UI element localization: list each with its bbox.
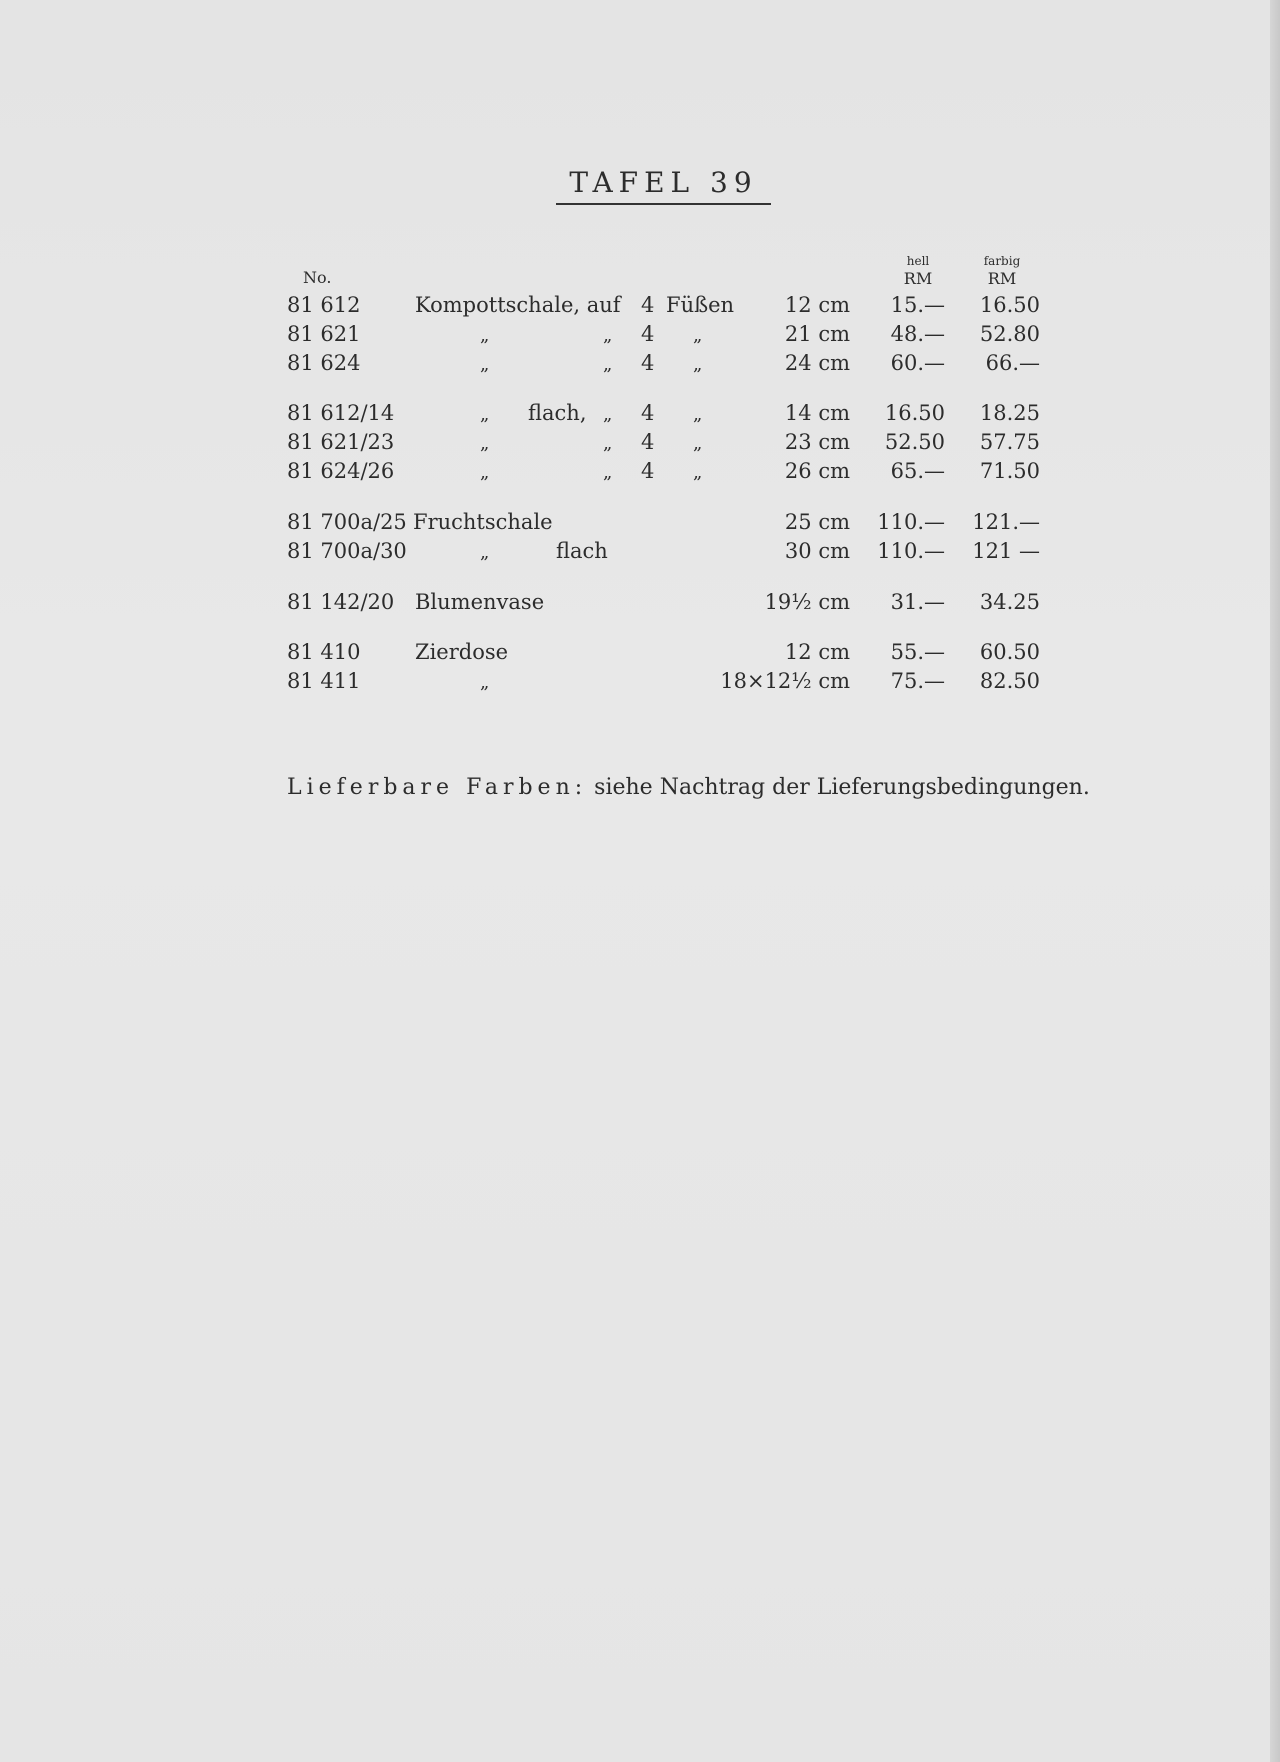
row-quantity: 4	[641, 322, 655, 346]
row-ditto-mark: „	[693, 433, 703, 454]
column-header-no: No.	[303, 268, 332, 287]
row-ditto-mark: „	[480, 325, 490, 346]
header-hell-currency: RM	[903, 269, 933, 288]
row-price-farbig: 60.50	[979, 640, 1040, 664]
row-price-farbig: 121.—	[972, 510, 1040, 534]
row-quantity: 4	[641, 459, 655, 483]
row-price-farbig: 34.25	[979, 590, 1040, 614]
row-ditto-mark: „	[693, 354, 703, 375]
row-ditto-mark: „	[693, 404, 703, 425]
row-number: 81 700a/30	[287, 539, 407, 563]
row-ditto-mark: „	[480, 433, 490, 454]
row-price-farbig: 16.50	[979, 293, 1040, 317]
row-price-hell: 75.—	[890, 669, 945, 693]
row-ditto-mark: „	[603, 462, 613, 483]
footer-note	[287, 775, 1090, 800]
row-size: 26 cm	[784, 459, 850, 483]
row-ditto-mark: „	[693, 325, 703, 346]
row-number: 81 621/23	[287, 430, 395, 454]
row-price-hell: 60.—	[890, 351, 945, 375]
row-number: 81 410	[287, 640, 361, 664]
column-header-farbig	[972, 252, 1032, 288]
row-price-hell: 31.—	[890, 590, 945, 614]
row-size: 18×12½ cm	[720, 669, 850, 693]
page-title: TAFEL 39	[556, 166, 771, 205]
row-price-hell: 55.—	[890, 640, 945, 664]
row-price-hell: 110.—	[877, 510, 945, 534]
header-farbig-currency: RM	[987, 269, 1017, 288]
row-ditto-mark: „	[603, 404, 613, 425]
row-feet: Füßen	[666, 293, 735, 317]
row-ditto-mark: „	[603, 433, 613, 454]
row-ditto-mark: „	[693, 462, 703, 483]
row-number: 81 612/14	[287, 401, 395, 425]
row-size: 30 cm	[784, 539, 850, 563]
row-price-farbig: 82.50	[979, 669, 1040, 693]
row-price-hell: 65.—	[890, 459, 945, 483]
row-size: 12 cm	[784, 293, 850, 317]
row-size: 24 cm	[784, 351, 850, 375]
row-description: Kompottschale, auf	[415, 293, 621, 317]
row-price-farbig: 66.—	[985, 351, 1040, 375]
row-number: 81 624	[287, 351, 361, 375]
footer-label: Lieferbare Farben:	[287, 775, 588, 800]
row-variant: flach	[556, 539, 608, 563]
page-edge	[1270, 0, 1280, 1762]
row-number: 81 700a/25	[287, 510, 407, 534]
row-quantity: 4	[641, 430, 655, 454]
row-price-farbig: 52.80	[979, 322, 1040, 346]
row-ditto-mark: „	[603, 354, 613, 375]
row-price-hell: 48.—	[890, 322, 945, 346]
row-price-hell: 52.50	[884, 430, 945, 454]
row-price-hell: 16.50	[884, 401, 945, 425]
row-size: 14 cm	[784, 401, 850, 425]
row-ditto-mark: „	[480, 462, 490, 483]
footer-text: siehe Nachtrag der Lieferungsbedingungen.	[594, 775, 1090, 800]
row-size: 23 cm	[784, 430, 850, 454]
header-farbig-label: farbig	[983, 254, 1021, 268]
row-quantity: 4	[641, 351, 655, 375]
row-ditto-mark: „	[480, 404, 490, 425]
row-description: Blumenvase	[415, 590, 545, 614]
row-price-farbig: 57.75	[979, 430, 1040, 454]
row-number: 81 142/20	[287, 590, 395, 614]
row-ditto-mark: „	[480, 542, 490, 563]
row-quantity: 4	[641, 401, 655, 425]
row-price-farbig: 71.50	[979, 459, 1040, 483]
row-ditto-mark: „	[480, 672, 490, 693]
row-size: 21 cm	[784, 322, 850, 346]
row-price-farbig: 121 —	[972, 539, 1040, 563]
row-number: 81 411	[287, 669, 361, 693]
row-price-hell: 15.—	[890, 293, 945, 317]
row-price-hell: 110.—	[877, 539, 945, 563]
row-size: 19½ cm	[764, 590, 850, 614]
row-variant: flach,	[528, 401, 587, 425]
row-ditto-mark: „	[603, 325, 613, 346]
row-number: 81 621	[287, 322, 361, 346]
row-number: 81 624/26	[287, 459, 395, 483]
row-size: 25 cm	[784, 510, 850, 534]
row-description: Zierdose	[415, 640, 509, 664]
row-price-farbig: 18.25	[979, 401, 1040, 425]
row-size: 12 cm	[784, 640, 850, 664]
column-header-hell	[888, 252, 948, 288]
row-number: 81 612	[287, 293, 361, 317]
header-hell-label: hell	[906, 254, 930, 268]
row-ditto-mark: „	[480, 354, 490, 375]
row-quantity: 4	[641, 293, 655, 317]
row-description: Fruchtschale	[413, 510, 553, 534]
